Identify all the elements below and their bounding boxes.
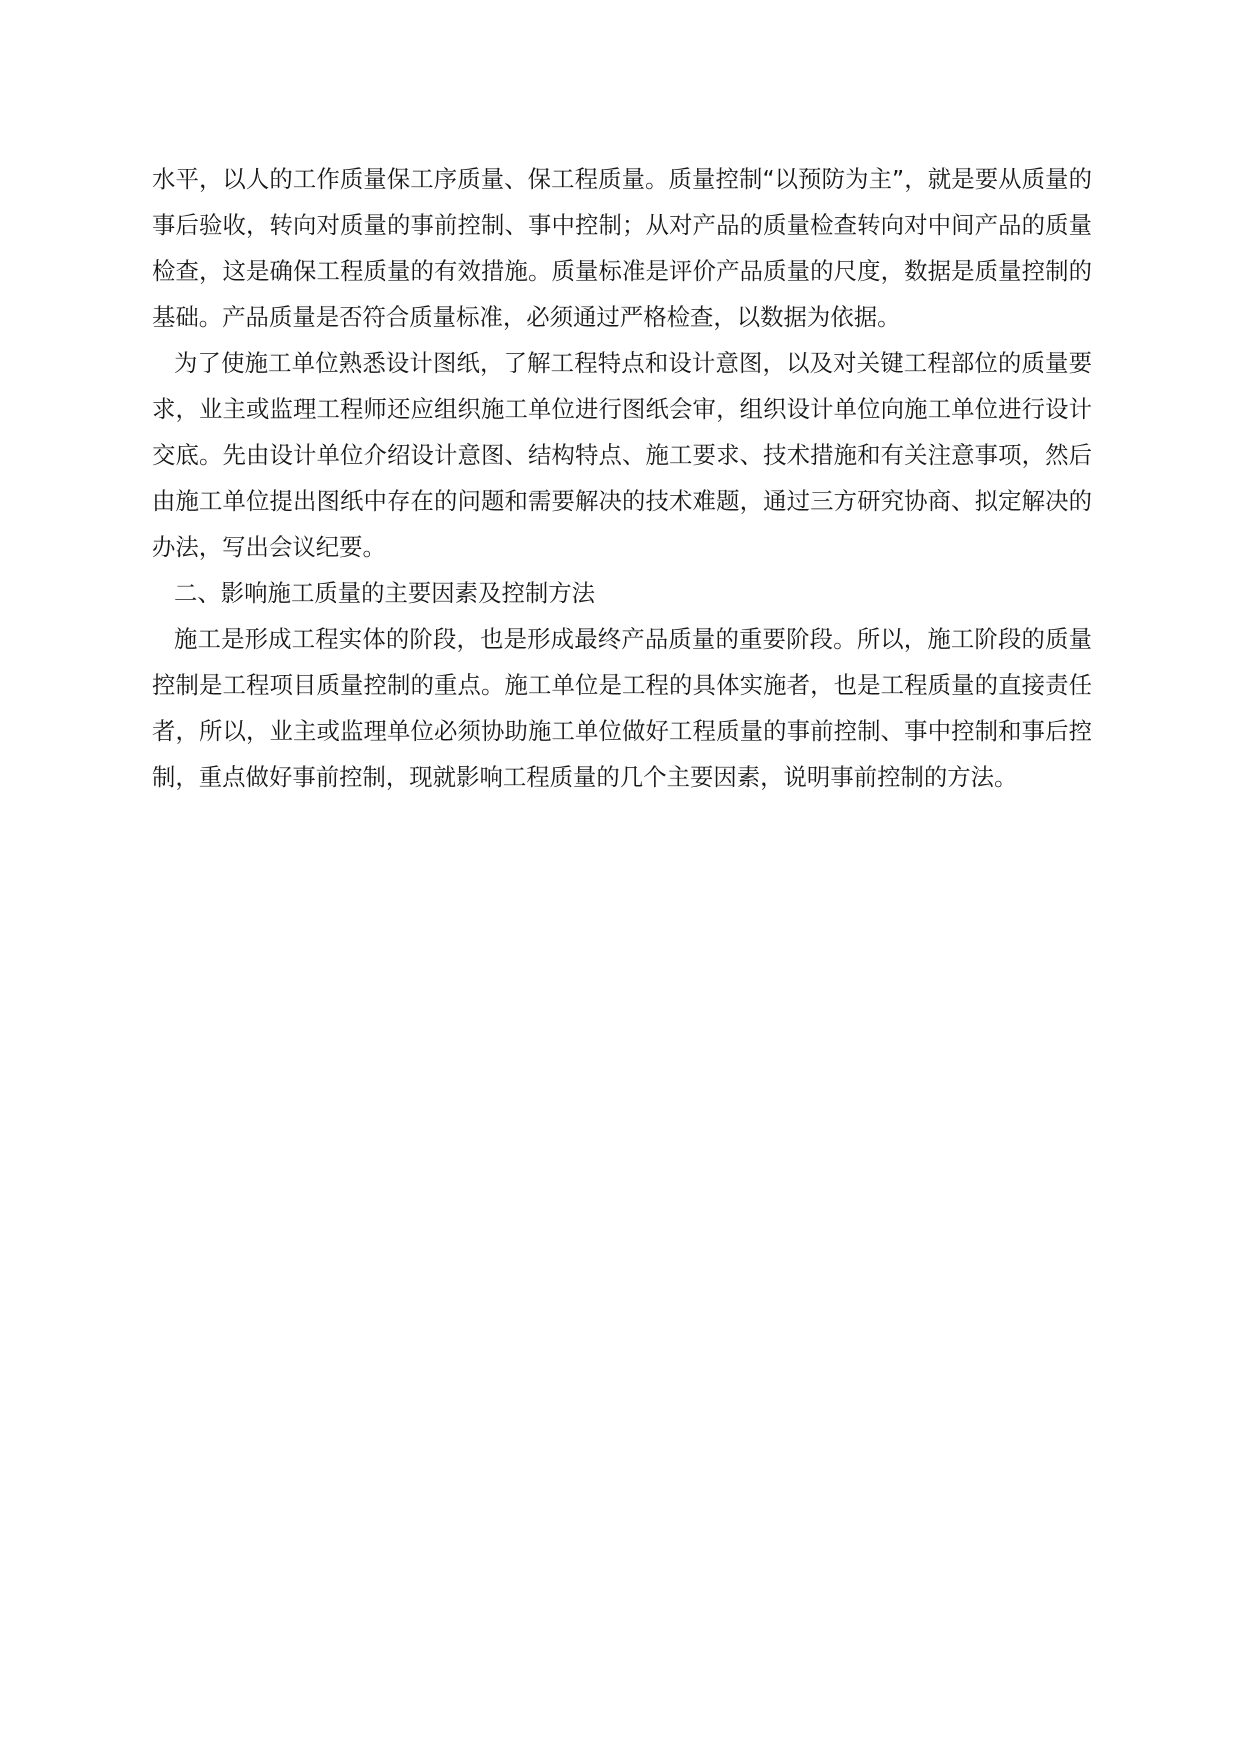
paragraph-drawing-review: 为了使施工单位熟悉设计图纸，了解工程特点和设计意图，以及对关键工程部位的质量要求，业主或监理工程师还应组织施工单位进行图纸会审，组织设计单位向施工单位进行设计交底。先由设计单位介绍设计意图、结构特点、施工要求、技术措施和有关注意事项，然后由施工单位提出图纸中存在的问题和需要解决的技术难题，通过三方研究协商、拟定解决的办法，写出会议纪要。 (152, 349, 1092, 561)
paragraph-construction-quality: 施工是形成工程实体的阶段，也是形成最终产品质量的重要阶段。所以，施工阶段的质量控制是工程项目质量控制的重点。施工单位是工程的具体实施者，也是工程质量的直接责任者，所以，业主或监理单位必须协助施工单位做好工程质量的事前控制、事中控制和事后控制，重点做好事前控制，现就影响工程质量的几个主要因素，说明事前控制的方法。 (152, 625, 1092, 791)
document-body (152, 156, 1092, 800)
section-heading: 二、影响施工质量的主要因素及控制方法 (174, 579, 596, 607)
paragraph-continued: 水平，以人的工作质量保工序质量、保工程质量。质量控制“以预防为主”，就是要从质量的事后验收，转向对质量的事前控制、事中控制；从对产品的质量检查转向对中间产品的质量检查，这是确保工程质量的有效措施。质量标准是评价产品质量的尺度，数据是质量控制的基础。产品质量是否符合质量标准，必须通过严格检查，以数据为依据。 (152, 165, 1092, 331)
